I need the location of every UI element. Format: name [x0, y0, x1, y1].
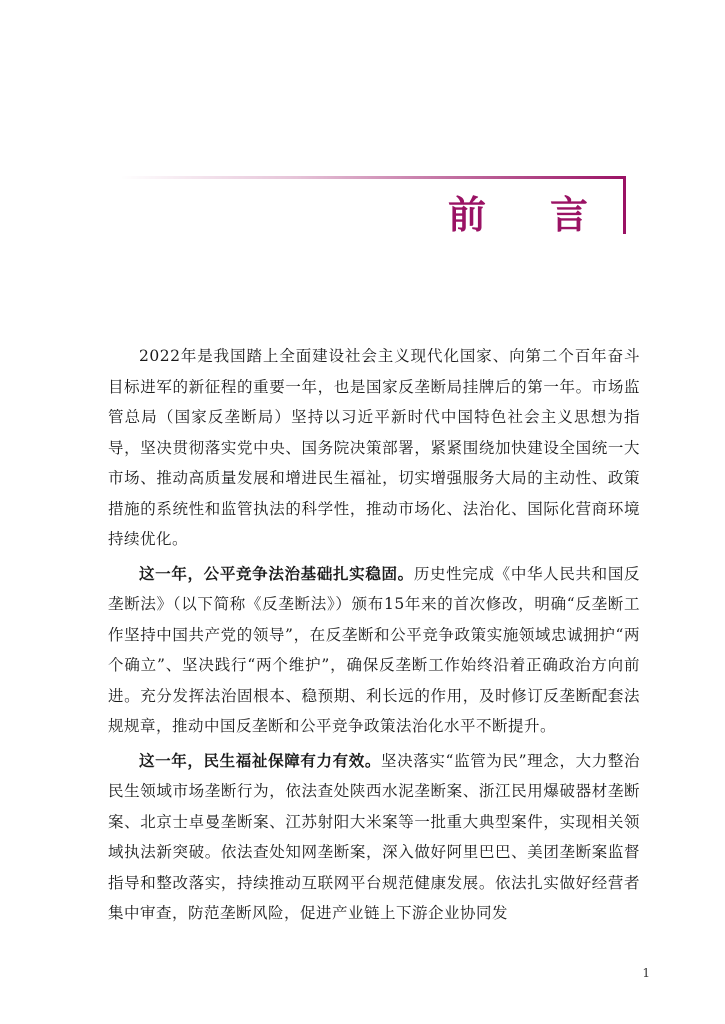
paragraph-3-text: 坚决落实“监管为民”理念，大力整治民生领域市场垄断行为，依法查处陕西水泥垄断案、浙江民用爆破器材垄断案、北京士卓曼垄断案、江苏射阳大米案等一批重大典型案件，实现相关领域执法新突破。依法查处知网垄断案，深入做好阿里巴巴、美团垄断案监督指导和整改落实，持续推动互联网平台规范健康发展。依法扎实做好经营者集中审查，防范垄断风险，促进产业链上下游企业协同发: [108, 751, 640, 922]
paragraph-2-lead: 这一年，公平竞争法治基础扎实稳固。: [139, 563, 414, 583]
page-number: 1: [642, 966, 650, 980]
paragraph-1: [108, 341, 640, 555]
header-vertical-line: [623, 176, 626, 234]
paragraph-3: [108, 746, 640, 929]
title-char-2: 言: [549, 193, 588, 237]
paragraph-3-lead: 这一年，民生福祉保障有力有效。: [139, 750, 381, 770]
title-char-1: 前: [448, 193, 487, 237]
paragraph-2-text: 历史性完成《中华人民共和国反垄断法》（以下简称《反垄断法》）颁布15年来的首次修改，明确“反垄断工作坚持中国共产党的领导”，在反垄断和公平竞争政策实施领域忠诚拥护“两个确立”、坚决践行“两个维护”，确保反垄断工作始终沿着正确政治方向前进。充分发挥法治固根本、稳预期、利长远的作用，及时修订反垄断配套法规规章，推动中国反垄断和公平竞争政策法治化水平不断提升。: [108, 564, 640, 735]
page-title: [448, 190, 588, 240]
paragraph-1-text: 2022年是我国踏上全面建设社会主义现代化国家、向第二个百年奋斗目标进军的新征程的重要一年，也是国家反垄断局挂牌后的第一年。市场监管总局（国家反垄断局）坚持以习近平新时代中国特色社会主义思想为指导，坚决贯彻落实党中央、国务院决策部署，紧紧围绕加快建设全国统一大市场、推动高质量发展和增进民生福祉，切实增强服务大局的主动性、政策措施的系统性和监管执法的科学性，推动市场化、法治化、国际化营商环境持续优化。: [108, 347, 640, 548]
paragraph-2: [108, 559, 640, 742]
header-rule: [120, 176, 625, 179]
body-text: [108, 341, 640, 929]
